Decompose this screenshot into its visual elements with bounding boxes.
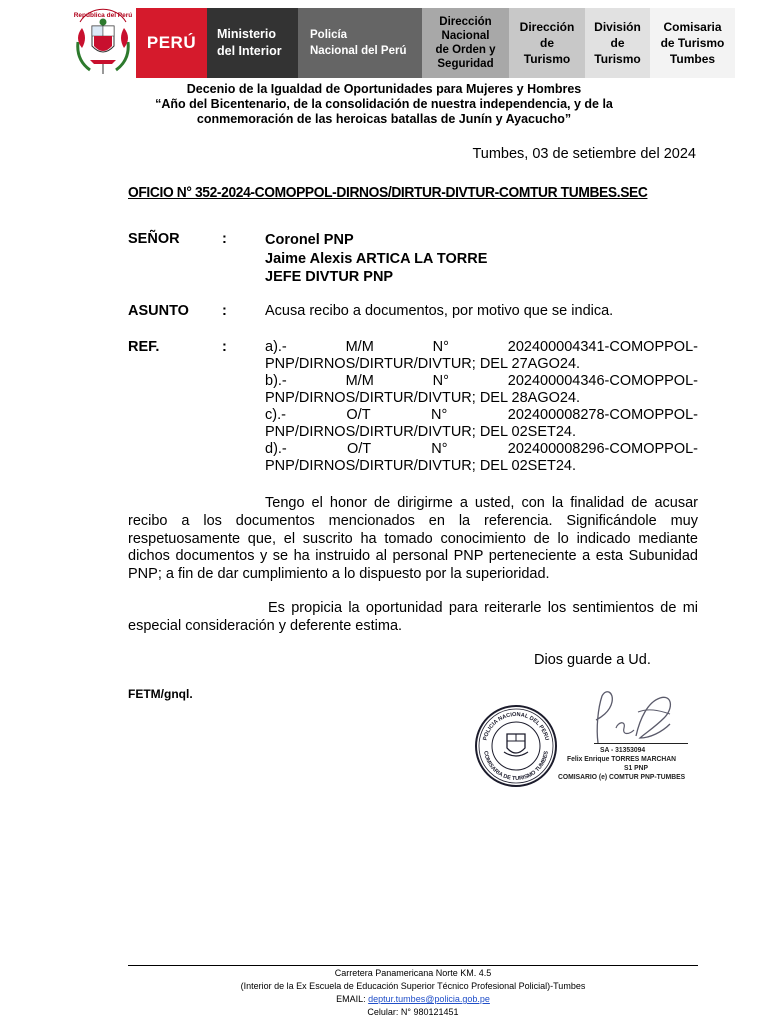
svg-text:COMISARIA DE TURISMO TUMBES: COMISARIA DE TURISMO TUMBES xyxy=(482,750,550,783)
official-seal-stamp xyxy=(474,704,558,788)
anio-line-cont: conmemoración de las heroicas batallas de Junín y Ayacucho” xyxy=(196,112,572,126)
email-label: EMAIL: xyxy=(336,994,366,1004)
ref-cont: PNP/DIRNOS/DIRTUR/DIVTUR; DEL 02SET24. xyxy=(265,424,577,440)
comisaria-box xyxy=(650,8,735,78)
comisaria-label: Comisaria de Turismo Tumbes xyxy=(660,20,725,66)
peru-label: PERÚ xyxy=(146,33,197,52)
svg-text:República del Perú: República del Perú xyxy=(73,12,133,19)
ref-code: 202400008278-COMOPPOL- xyxy=(507,407,698,423)
ministerio-box xyxy=(207,8,298,78)
policia-box xyxy=(298,8,422,78)
ref-n: N° xyxy=(432,339,449,355)
closing-salutation: Dios guarde a Ud. xyxy=(534,652,651,668)
ref-cont: PNP/DIRNOS/DIRTUR/DIVTUR; DEL 28AGO24. xyxy=(265,390,581,406)
ref-n: N° xyxy=(432,373,449,389)
ref-code: 202400004346-COMOPPOL- xyxy=(507,373,698,389)
oficio-number: OFICIO N° 352-2024-COMOPPOL-DIRNOS/DIRTUR-DIVTUR-COMTUR TUMBES.SEC xyxy=(128,184,648,201)
ref-cont: PNP/DIRNOS/DIRTUR/DIVTUR; DEL 02SET24. xyxy=(265,458,577,474)
direccion-nacional-label: Dirección Nacional de Orden y Seguridad xyxy=(435,16,496,70)
ref-letter: d).- xyxy=(265,441,287,457)
peru-banner xyxy=(136,8,207,78)
senor-label: SEÑOR xyxy=(128,231,180,247)
ref-type: O/T xyxy=(346,407,371,423)
signer-rank: S1 PNP xyxy=(624,763,649,772)
ministerio-label: Ministerio del Interior xyxy=(217,27,282,58)
asunto-colon: : xyxy=(222,303,227,319)
direccion-turismo-label: Dirección de Turismo xyxy=(519,20,575,66)
list-item xyxy=(265,441,698,475)
footer-divider xyxy=(128,965,698,966)
ref-letter: c).- xyxy=(265,407,286,423)
asunto-text: Acusa recibo a documentos, por motivo que se indica. xyxy=(265,303,614,319)
body-paragraph-1: Tengo el honor de dirigirme a usted, con la finalidad de acusar recibo a los documentos mencionados en la referencia. Significándole muy respetuosamente que, el suscrito ha tomado conocimiento de lo indicado mediante dichos documentos y se ha instruido al personal PNP perteneciente a esta Subunidad PNP; a fin de dar cumplimiento a lo dispuesto por la superioridad. xyxy=(128,495,698,583)
list-item xyxy=(265,407,698,441)
ref-n: N° xyxy=(431,441,448,457)
list-item xyxy=(265,339,698,373)
handwritten-signature xyxy=(578,688,688,750)
decenio-heading xyxy=(100,82,668,127)
ref-type: M/M xyxy=(345,373,374,389)
ref-n: N° xyxy=(431,407,448,423)
signer-title: COMISARIO (e) COMTUR PNP-TUMBES xyxy=(558,772,686,781)
email-link[interactable]: deptur.tumbes@policia.gob.pe xyxy=(368,994,490,1004)
ref-type: M/M xyxy=(345,339,374,355)
ref-type: O/T xyxy=(346,441,372,457)
ref-letter: a).- xyxy=(265,339,287,355)
ref-colon: : xyxy=(222,339,227,355)
asunto-label: ASUNTO xyxy=(128,303,189,319)
ref-code: 202400008296-COMOPPOL- xyxy=(507,441,698,457)
ref-label: REF. xyxy=(128,339,160,355)
addressee-name: Jaime Alexis ARTICA LA TORRE xyxy=(265,250,488,267)
list-item xyxy=(265,373,698,407)
reference-initials: FETM/gnql. xyxy=(128,687,193,701)
division-turismo-label: División de Turismo xyxy=(594,20,641,66)
addressee-position: JEFE DIVTUR PNP xyxy=(265,269,394,285)
signer-cip: SA - 31353094 xyxy=(600,745,646,754)
signer-name: Felix Enrique TORRES MARCHAN xyxy=(567,754,677,763)
footer-address-detail: (Interior de la Ex Escuela de Educación Superior Técnico Profesional Policial)-Tumbes xyxy=(240,981,586,991)
footer-phone: Celular: N° 980121451 xyxy=(367,1007,459,1017)
footer-email-row xyxy=(128,993,698,1006)
svg-text:POLICIA NACIONAL DEL PERU: POLICIA NACIONAL DEL PERU xyxy=(482,711,550,742)
policia-label: Policía Nacional del Perú xyxy=(310,29,407,57)
ref-code: 202400004341-COMOPPOL- xyxy=(507,339,698,355)
ref-cont: PNP/DIRNOS/DIRTUR/DIVTUR; DEL 27AGO24. xyxy=(265,356,581,372)
body-paragraph-2: Es propicia la oportunidad para reiterarle los sentimientos de mi especial consideración y deferente estima. xyxy=(128,600,698,634)
decenio-line: Decenio de la Igualdad de Oportunidades para Mujeres y Hombres xyxy=(186,82,582,96)
signature-line xyxy=(594,743,688,744)
document-date: Tumbes, 03 de setiembre del 2024 xyxy=(472,146,696,162)
addressee xyxy=(265,231,698,287)
division-turismo-box xyxy=(585,8,650,78)
addressee-rank: Coronel PNP xyxy=(265,232,354,248)
footer-address: Carretera Panamericana Norte KM. 4.5 xyxy=(334,968,492,978)
ref-letter: b).- xyxy=(265,373,287,389)
anio-line: “Año del Bicentenario, de la consolidación de nuestra independencia, y de la xyxy=(155,97,613,111)
peru-coat-of-arms-logo xyxy=(72,8,134,78)
senor-colon: : xyxy=(222,231,227,247)
reference-list xyxy=(265,339,698,475)
direccion-nacional-box xyxy=(422,8,509,78)
direccion-turismo-box xyxy=(509,8,585,78)
